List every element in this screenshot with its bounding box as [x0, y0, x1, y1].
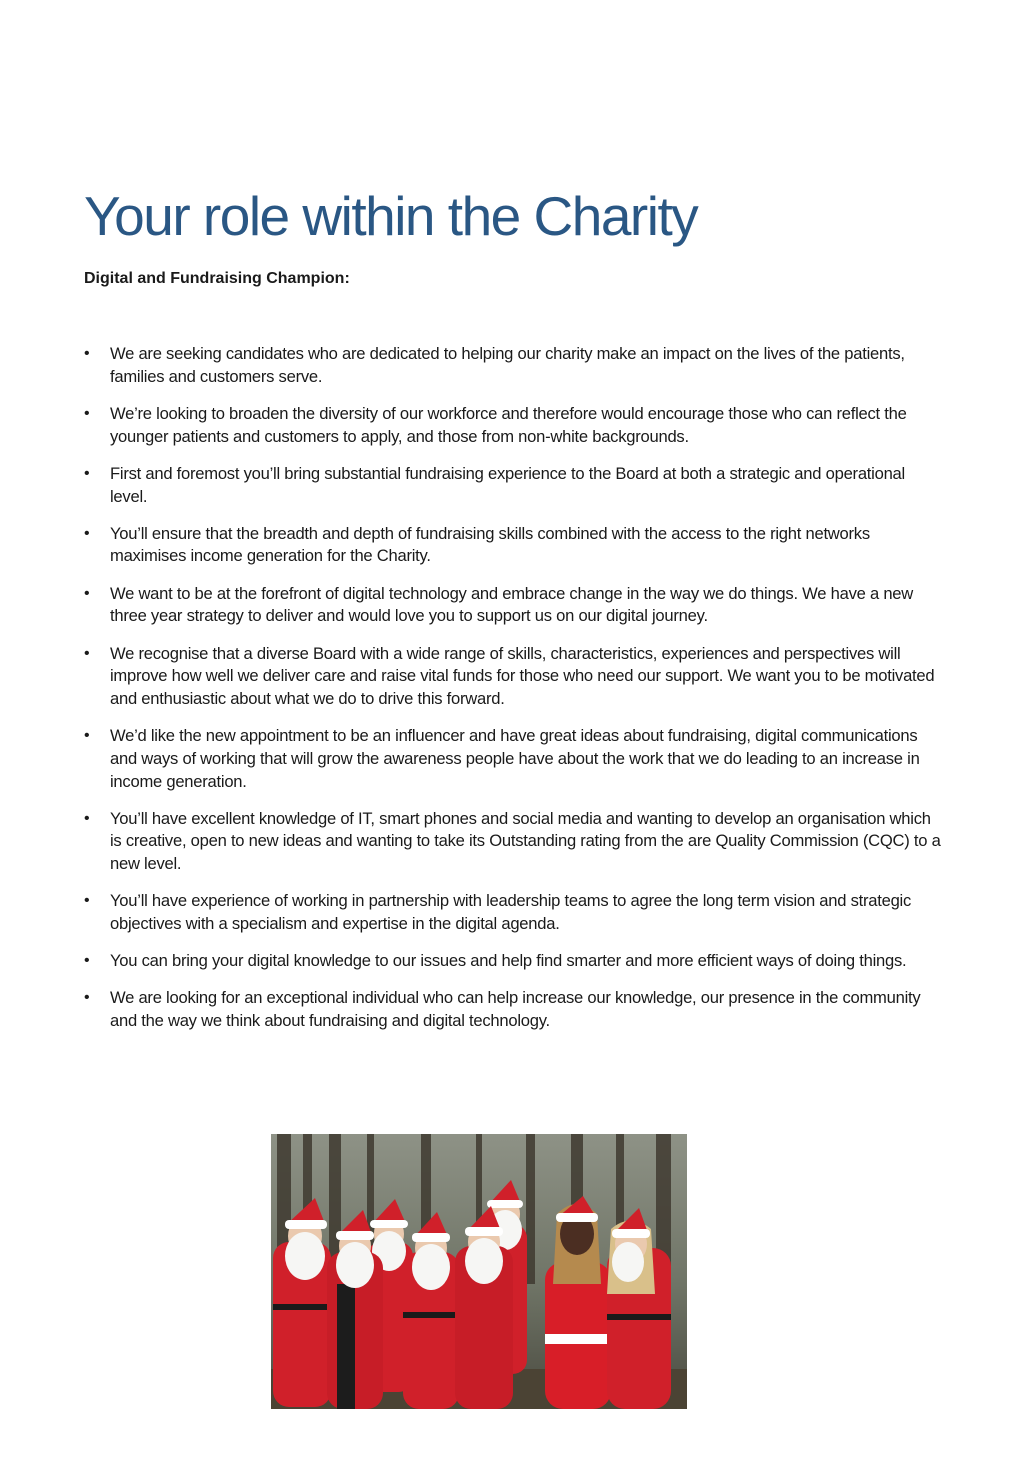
- bullet-icon: •: [84, 345, 90, 362]
- bullet-text: You’ll have experience of working in partnership with leadership teams to agree the long term vision and strategic objectives with a specialism and expertise in the digital agenda.: [110, 891, 912, 934]
- bullet-item: [84, 725, 946, 793]
- bullet-item: [84, 523, 946, 568]
- bullet-text: You can bring your digital knowledge to our issues and help find smarter and more efficient ways of doing things.: [110, 951, 907, 971]
- bullet-icon: •: [84, 989, 90, 1007]
- bullet-icon: •: [84, 809, 90, 827]
- santa-group-photo: [271, 1134, 687, 1409]
- bullet-item: [84, 950, 946, 973]
- bullet-text: You’ll have excellent knowledge of IT, smart phones and social media and wanting to develop an organisation which is creative, open to new ideas and wanting to take its Outstanding rating from the are Quality Commission (CQC) to a new level.: [110, 808, 941, 874]
- bullet-icon: •: [84, 404, 90, 422]
- bullet-text: You’ll ensure that the breadth and depth of fundraising skills combined with the access to the right networks maximises income generation for the Charity.: [110, 523, 870, 566]
- bullet-text: We are looking for an exceptional individual who can help increase our knowledge, our presence in the community and the way we think about fundraising and digital technology.: [110, 988, 921, 1031]
- bullet-icon: •: [84, 524, 90, 542]
- bullet-icon: •: [84, 952, 90, 970]
- bullet-item: [84, 808, 946, 876]
- bullet-item: [84, 463, 946, 508]
- bullet-item: [84, 643, 946, 711]
- santa-group-illustration: [271, 1134, 687, 1409]
- bullet-icon: •: [84, 727, 90, 745]
- bullet-item: [84, 583, 946, 628]
- page-subtitle: Digital and Fundraising Champion:: [84, 270, 350, 287]
- bullet-text: We want to be at the forefront of digital technology and embrace change in the way we do things. We have a new three year strategy to deliver and would love you to support us on our digital journey.: [110, 583, 914, 626]
- bullet-text: We recognise that a diverse Board with a wide range of skills, characteristics, experiences and perspectives will improve how well we deliver care and raise vital funds for those who need our support. We want you to be motivated and enthusiastic about what we do to drive this forward.: [110, 643, 935, 708]
- bullet-icon: •: [84, 464, 90, 482]
- bullet-text: First and foremost you’ll bring substantial fundraising experience to the Board at both a strategic and operational level.: [110, 463, 905, 506]
- page-title: Your role within the Charity: [84, 185, 698, 247]
- bullet-icon: •: [84, 584, 90, 602]
- bullet-text: We’re looking to broaden the diversity of our workforce and therefore would encourage those who can reflect the younger patients and customers to apply, and those from non-white backgrounds.: [110, 403, 907, 446]
- bullet-icon: •: [84, 892, 90, 910]
- bullet-item: [84, 343, 946, 388]
- bullet-text: We’d like the new appointment to be an influencer and have great ideas about fundraising, digital communications and ways of working that will grow the awareness people have about the work that we do leading to an increase in income generation.: [110, 726, 920, 791]
- bullet-icon: •: [84, 644, 90, 662]
- bullet-item: [84, 890, 946, 935]
- bullet-text: We are seeking candidates who are dedicated to helping our charity make an impact on the lives of the patients, families and customers serve.: [110, 344, 905, 386]
- bullet-list: [84, 343, 946, 1047]
- bullet-item: [84, 403, 946, 448]
- bullet-item: [84, 987, 946, 1032]
